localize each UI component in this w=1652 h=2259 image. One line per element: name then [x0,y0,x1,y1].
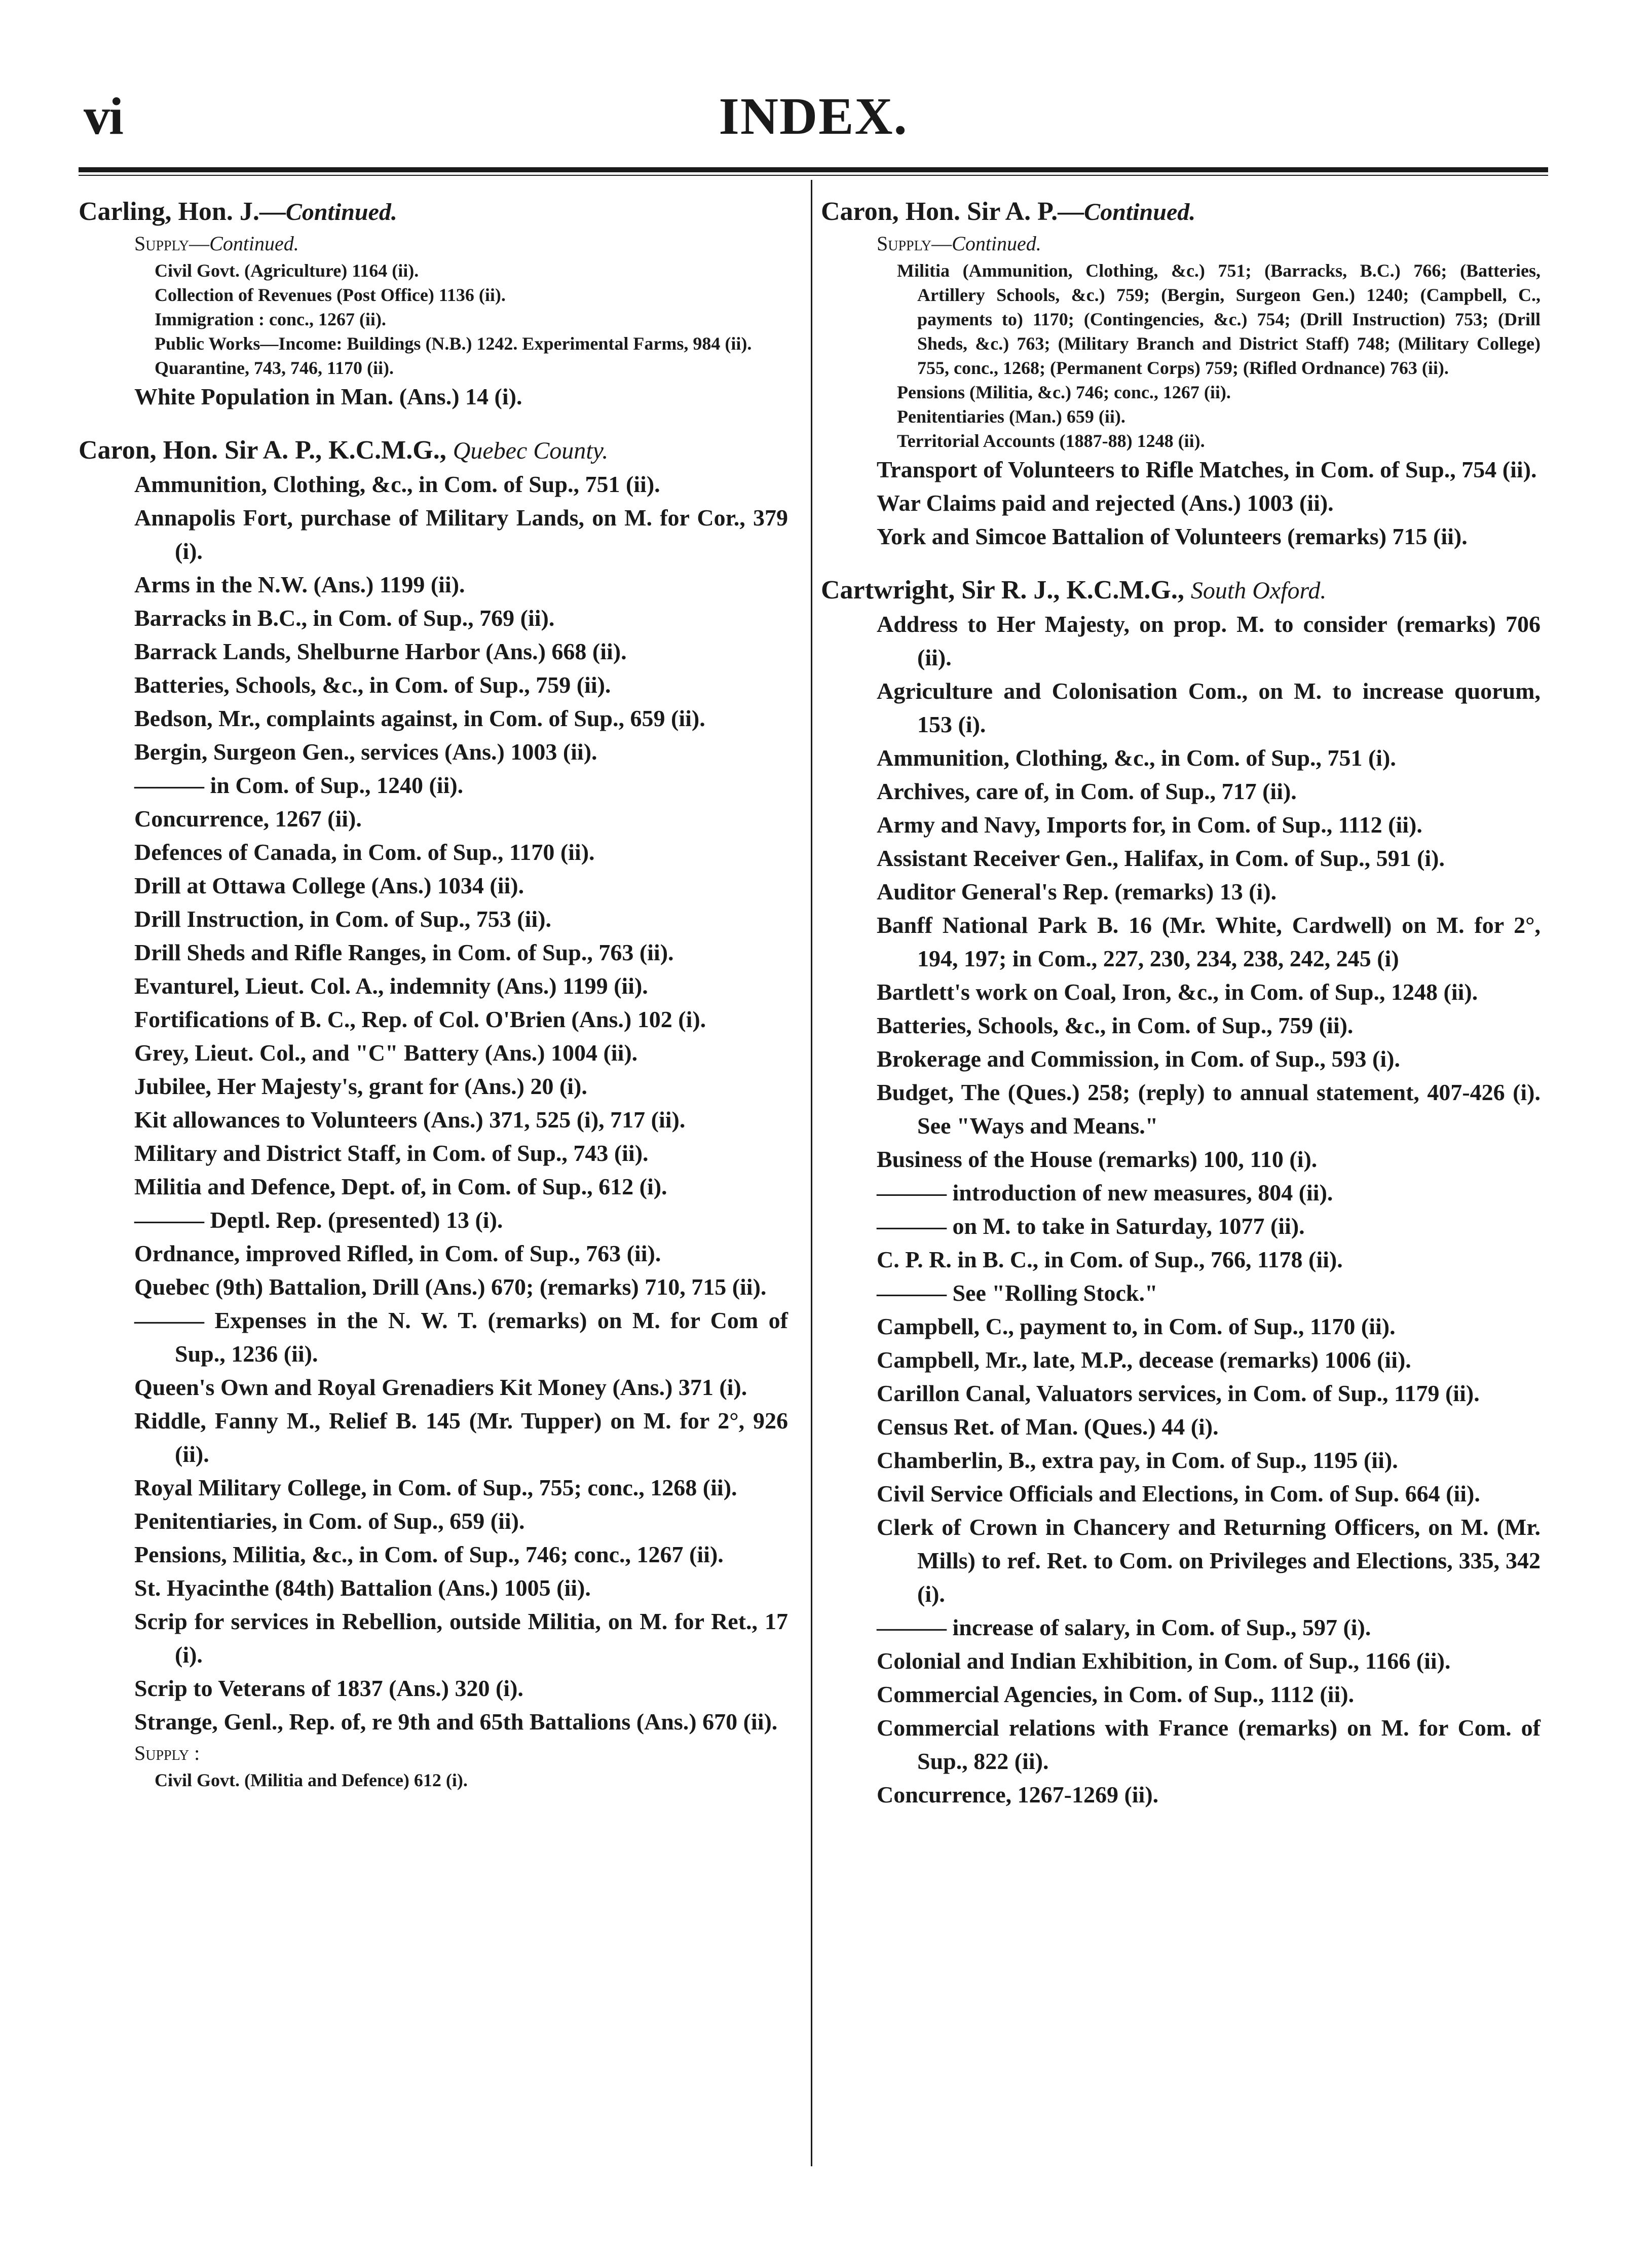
supply-label [821,229,1541,258]
section-heading [821,574,1541,608]
index-entry: Carillon Canal, Valuators services, in Com. of Sup., 1179 (ii). [877,1380,1480,1406]
heading-name: Caron, Hon. Sir A. P.— [821,197,1084,226]
index-entry: Riddle, Fanny M., Relief B. 145 (Mr. Tupper) on M. for 2°, 926 (ii). [134,1408,788,1467]
index-entry: ——— See "Rolling Stock." [877,1280,1158,1306]
index-entry: Bartlett's work on Coal, Iron, &c., in Com. of Sup., 1248 (ii). [877,979,1478,1005]
index-entry: War Claims paid and rejected (Ans.) 1003 (ii). [877,490,1334,516]
sub-entry: Immigration : conc., 1267 (ii). [155,309,386,329]
index-entry: York and Simcoe Battalion of Volunteers (remarks) 715 (ii). [877,523,1468,549]
sub-entry: Quarantine, 743, 746, 1170 (ii). [155,358,394,378]
index-entry: Census Ret. of Man. (Ques.) 44 (i). [877,1414,1219,1440]
index-entry: Strange, Genl., Rep. of, re 9th and 65th Battalions (Ans.) 670 (ii). [134,1709,778,1735]
index-entry: Commercial relations with France (remarks) on M. for Com. of Sup., 822 (ii). [877,1715,1541,1774]
index-entry: Military and District Staff, in Com. of Sup., 743 (ii). [134,1140,649,1166]
index-entry: Jubilee, Her Majesty's, grant for (Ans.) 20 (i). [134,1073,587,1099]
supply-label [79,229,788,258]
index-entry: Banff National Park B. 16 (Mr. White, Cardwell) on M. for 2°, 194, 197; in Com., 227, 230, 234, 238, 242, 245 (i) [877,912,1541,971]
index-section-cartwright [821,574,1541,1812]
index-entry: Address to Her Majesty, on prop. M. to consider (remarks) 706 (ii). [877,611,1541,670]
section-heading [79,434,788,468]
index-entry: ——— introduction of new measures, 804 (ii). [877,1180,1333,1206]
index-entry: Arms in the N.W. (Ans.) 1199 (ii). [134,572,465,597]
index-entry: White Population in Man. (Ans.) 14 (i). [134,384,522,409]
index-entry: Army and Navy, Imports for, in Com. of Sup., 1112 (ii). [877,812,1422,838]
heading-name: Carling, Hon. J.— [79,197,286,226]
index-entry: Royal Military College, in Com. of Sup., 755; conc., 1268 (ii). [134,1475,737,1500]
index-entry: Ammunition, Clothing, &c., in Com. of Sup., 751 (ii). [134,471,660,497]
sub-entry: Militia (Ammunition, Clothing, &c.) 751; (Barracks, B.C.) 766; (Batteries, Artillery Schools, &c.) 759; (Bergin, Surgeon Gen.) 1240; (Campbell, C., payments to) 1170; (Contingencies, &c.) 754; (Drill Instruction) 753; (Drill Sheds, &c.) 763; (Military Branch and District Staff) 748; (Military College) 755, conc., 1268; (Permanent Corps) 759; (Rifled Ordnance) 763 (ii). [897,260,1541,378]
sub-entry: Territorial Accounts (1887-88) 1248 (ii). [897,431,1205,451]
index-entry: Drill Instruction, in Com. of Sup., 753 (ii). [134,906,551,932]
index-entry: Queen's Own and Royal Grenadiers Kit Money (Ans.) 371 (i). [134,1374,747,1400]
heading-name: Caron, Hon. Sir A. P., K.C.M.G., [79,436,453,465]
index-entry: Ordnance, improved Rifled, in Com. of Sup., 763 (ii). [134,1240,661,1266]
sub-entry: Civil Govt. (Agriculture) 1164 (ii). [155,260,419,281]
index-entry: ——— increase of salary, in Com. of Sup., 597 (i). [877,1614,1371,1640]
index-entry: Transport of Volunteers to Rifle Matches, in Com. of Sup., 754 (ii). [877,457,1537,482]
header-rule-thin [79,175,1548,176]
heading-place: South Oxford. [1190,577,1327,604]
heading-continued: Continued. [285,199,397,225]
sub-entry: Civil Govt. (Militia and Defence) 612 (i). [155,1770,468,1790]
index-entry: ——— Expenses in the N. W. T. (remarks) on M. for Com of Sup., 1236 (ii). [134,1307,788,1367]
index-entry: Brokerage and Commission, in Com. of Sup., 593 (i). [877,1046,1400,1072]
index-entry: Fortifications of B. C., Rep. of Col. O'Brien (Ans.) 102 (i). [134,1006,706,1032]
sub-entry: Collection of Revenues (Post Office) 1136 (ii). [155,285,506,305]
index-section-caron [79,434,788,1792]
index-entry: Concurrence, 1267-1269 (ii). [877,1782,1159,1808]
supply-continued: Continued. [209,232,299,255]
index-entry: Evanturel, Lieut. Col. A., indemnity (Ans.) 1199 (ii). [134,973,648,999]
index-entry: Archives, care of, in Com. of Sup., 717 (ii). [877,778,1297,804]
index-entry: Barrack Lands, Shelburne Harbor (Ans.) 668 (ii). [134,638,627,664]
left-column [79,195,788,1813]
page-title: INDEX. [719,87,908,145]
index-entry: Commercial Agencies, in Com. of Sup., 1112 (ii). [877,1681,1355,1707]
index-entry: ——— Deptl. Rep. (presented) 13 (i). [134,1207,503,1233]
column-divider [811,180,812,2166]
sub-entry: Public Works—Income: Buildings (N.B.) 1242. Experimental Farms, 984 (ii). [155,333,752,354]
index-entry: Concurrence, 1267 (ii). [134,806,362,832]
index-entry: Barracks in B.C., in Com. of Sup., 769 (ii). [134,605,555,631]
index-entry: Assistant Receiver Gen., Halifax, in Com. of Sup., 591 (i). [877,845,1445,871]
index-entry: Militia and Defence, Dept. of, in Com. of Sup., 612 (i). [134,1174,667,1199]
index-entry: Colonial and Indian Exhibition, in Com. of Sup., 1166 (ii). [877,1648,1451,1674]
index-entry: Ammunition, Clothing, &c., in Com. of Sup., 751 (i). [877,745,1396,771]
header-rule [79,167,1548,172]
index-entry: ——— in Com. of Sup., 1240 (ii). [134,772,464,798]
index-entry: Batteries, Schools, &c., in Com. of Sup., 759 (ii). [134,672,611,698]
index-entry: Scrip for services in Rebellion, outside Militia, on M. for Ret., 17 (i). [134,1608,788,1668]
index-entry: Drill at Ottawa College (Ans.) 1034 (ii). [134,873,524,898]
index-entry: Business of the House (remarks) 100, 110 (i). [877,1146,1318,1172]
sub-entry: Penitentiaries (Man.) 659 (ii). [897,406,1125,427]
index-entry: Bergin, Surgeon Gen., services (Ans.) 1003 (ii). [134,739,597,765]
index-entry: C. P. R. in B. C., in Com. of Sup., 766, 1178 (ii). [877,1247,1343,1272]
supply-text: Supply— [134,232,210,255]
index-entry: Scrip to Veterans of 1837 (Ans.) 320 (i). [134,1675,523,1701]
index-entry: Agriculture and Colonisation Com., on M. to increase quorum, 153 (i). [877,678,1541,737]
index-entry: Drill Sheds and Rifle Ranges, in Com. of Sup., 763 (ii). [134,939,674,965]
page-number: vi [84,87,123,145]
supply-text: Supply— [877,232,952,255]
index-section-carling [79,195,788,413]
index-entry: Penitentiaries, in Com. of Sup., 659 (ii). [134,1508,525,1534]
section-heading [821,195,1541,229]
index-entry: Kit allowances to Volunteers (Ans.) 371, 525 (i), 717 (ii). [134,1107,686,1133]
index-section-caron-continued [821,195,1541,553]
section-heading [79,195,788,229]
index-entry: Annapolis Fort, purchase of Military Lands, on M. for Cor., 379 (i). [134,505,788,564]
page-header [79,86,1548,162]
index-entry: Chamberlin, B., extra pay, in Com. of Sup., 1195 (ii). [877,1447,1398,1473]
supply-continued: Continued. [952,232,1041,255]
index-entry: ——— on M. to take in Saturday, 1077 (ii). [877,1213,1305,1239]
index-entry: Pensions, Militia, &c., in Com. of Sup., 746; conc., 1267 (ii). [134,1541,724,1567]
right-column [821,195,1541,1832]
heading-continued: Continued. [1084,199,1196,225]
index-entry: Bedson, Mr., complaints against, in Com. of Sup., 659 (ii). [134,705,705,731]
index-entry: Campbell, Mr., late, M.P., decease (remarks) 1006 (ii). [877,1347,1411,1373]
supply-label: Supply : [134,1742,200,1764]
sub-entry: Pensions (Militia, &c.) 746; conc., 1267 (ii). [897,382,1231,402]
index-entry: Auditor General's Rep. (remarks) 13 (i). [877,879,1277,905]
index-entry: Civil Service Officials and Elections, in Com. of Sup. 664 (ii). [877,1481,1480,1507]
heading-place: Quebec County. [453,437,609,464]
index-entry: Campbell, C., payment to, in Com. of Sup., 1170 (ii). [877,1313,1396,1339]
index-entry: Clerk of Crown in Chancery and Returning Officers, on M. (Mr. Mills) to ref. Ret. to Com. on Privileges and Elections, 335, 342 (i). [877,1514,1541,1607]
index-entry: St. Hyacinthe (84th) Battalion (Ans.) 1005 (ii). [134,1575,591,1601]
index-entry: Batteries, Schools, &c., in Com. of Sup., 759 (ii). [877,1012,1354,1038]
index-entry: Quebec (9th) Battalion, Drill (Ans.) 670; (remarks) 710, 715 (ii). [134,1274,767,1300]
index-entry: Defences of Canada, in Com. of Sup., 1170 (ii). [134,839,595,865]
index-entry: Budget, The (Ques.) 258; (reply) to annual statement, 407-426 (i). See "Ways and Means." [877,1079,1541,1139]
heading-name: Cartwright, Sir R. J., K.C.M.G., [821,576,1191,605]
index-entry: Grey, Lieut. Col., and "C" Battery (Ans.) 1004 (ii). [134,1040,638,1066]
